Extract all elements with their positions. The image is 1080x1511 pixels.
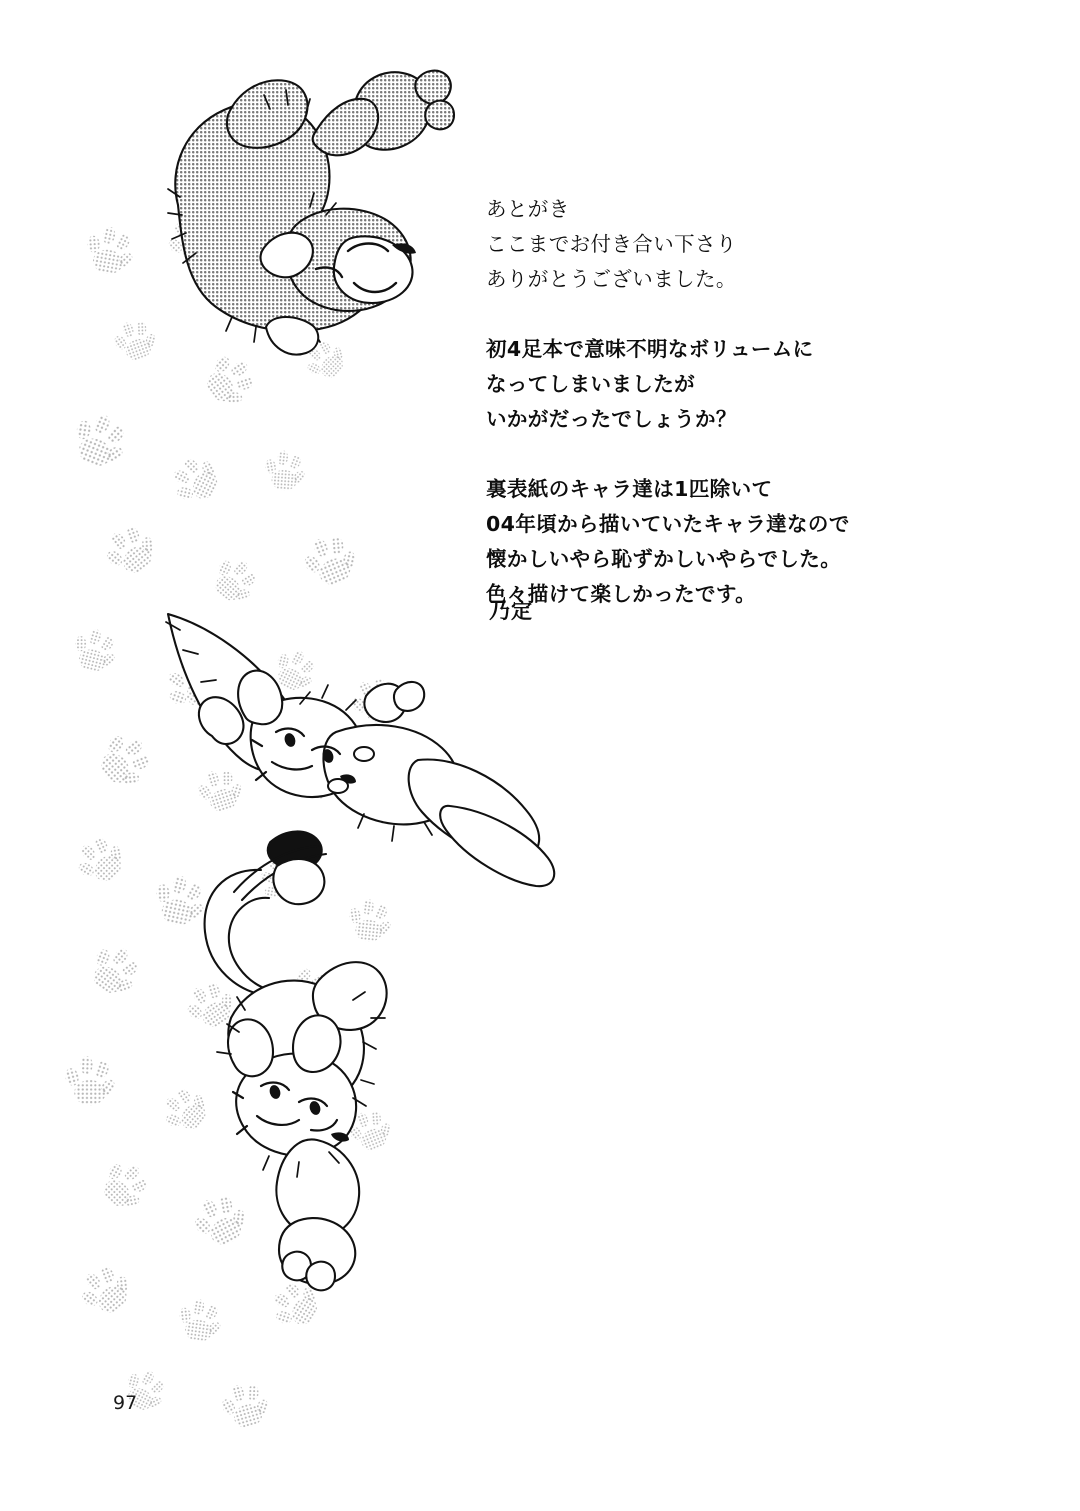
afterword-line-8: 懐かしいやら恥ずかしいやらでした。 <box>486 547 842 571</box>
afterword-line-7: 04年頃から描いていたキャラ達なので <box>486 512 850 536</box>
afterword-line-4: なってしまいましたが <box>486 372 695 396</box>
afterword-line-6: 裏表紙のキャラ達は1匹除いて <box>486 477 773 501</box>
page-number: 97 <box>113 1392 138 1414</box>
author-signature: 乃定 <box>489 599 533 623</box>
afterword-line-3: 初4足本で意味不明なボリュームに <box>486 337 814 361</box>
paw-print-pattern <box>70 230 520 1440</box>
afterword-line-9: 色々描けて楽しかったです。 <box>486 582 757 606</box>
afterword-line-5: いかがだったでしょうか？ <box>486 407 737 431</box>
paragraph-gap-2 <box>486 437 906 472</box>
afterword-line-1: ここまでお付き合い下さり <box>486 232 737 256</box>
paragraph-gap-1 <box>486 297 906 332</box>
afterword-text-block <box>486 192 906 612</box>
afterword-line-2: ありがとうございました。 <box>486 267 737 291</box>
afterword-heading: あとがき <box>486 197 570 221</box>
